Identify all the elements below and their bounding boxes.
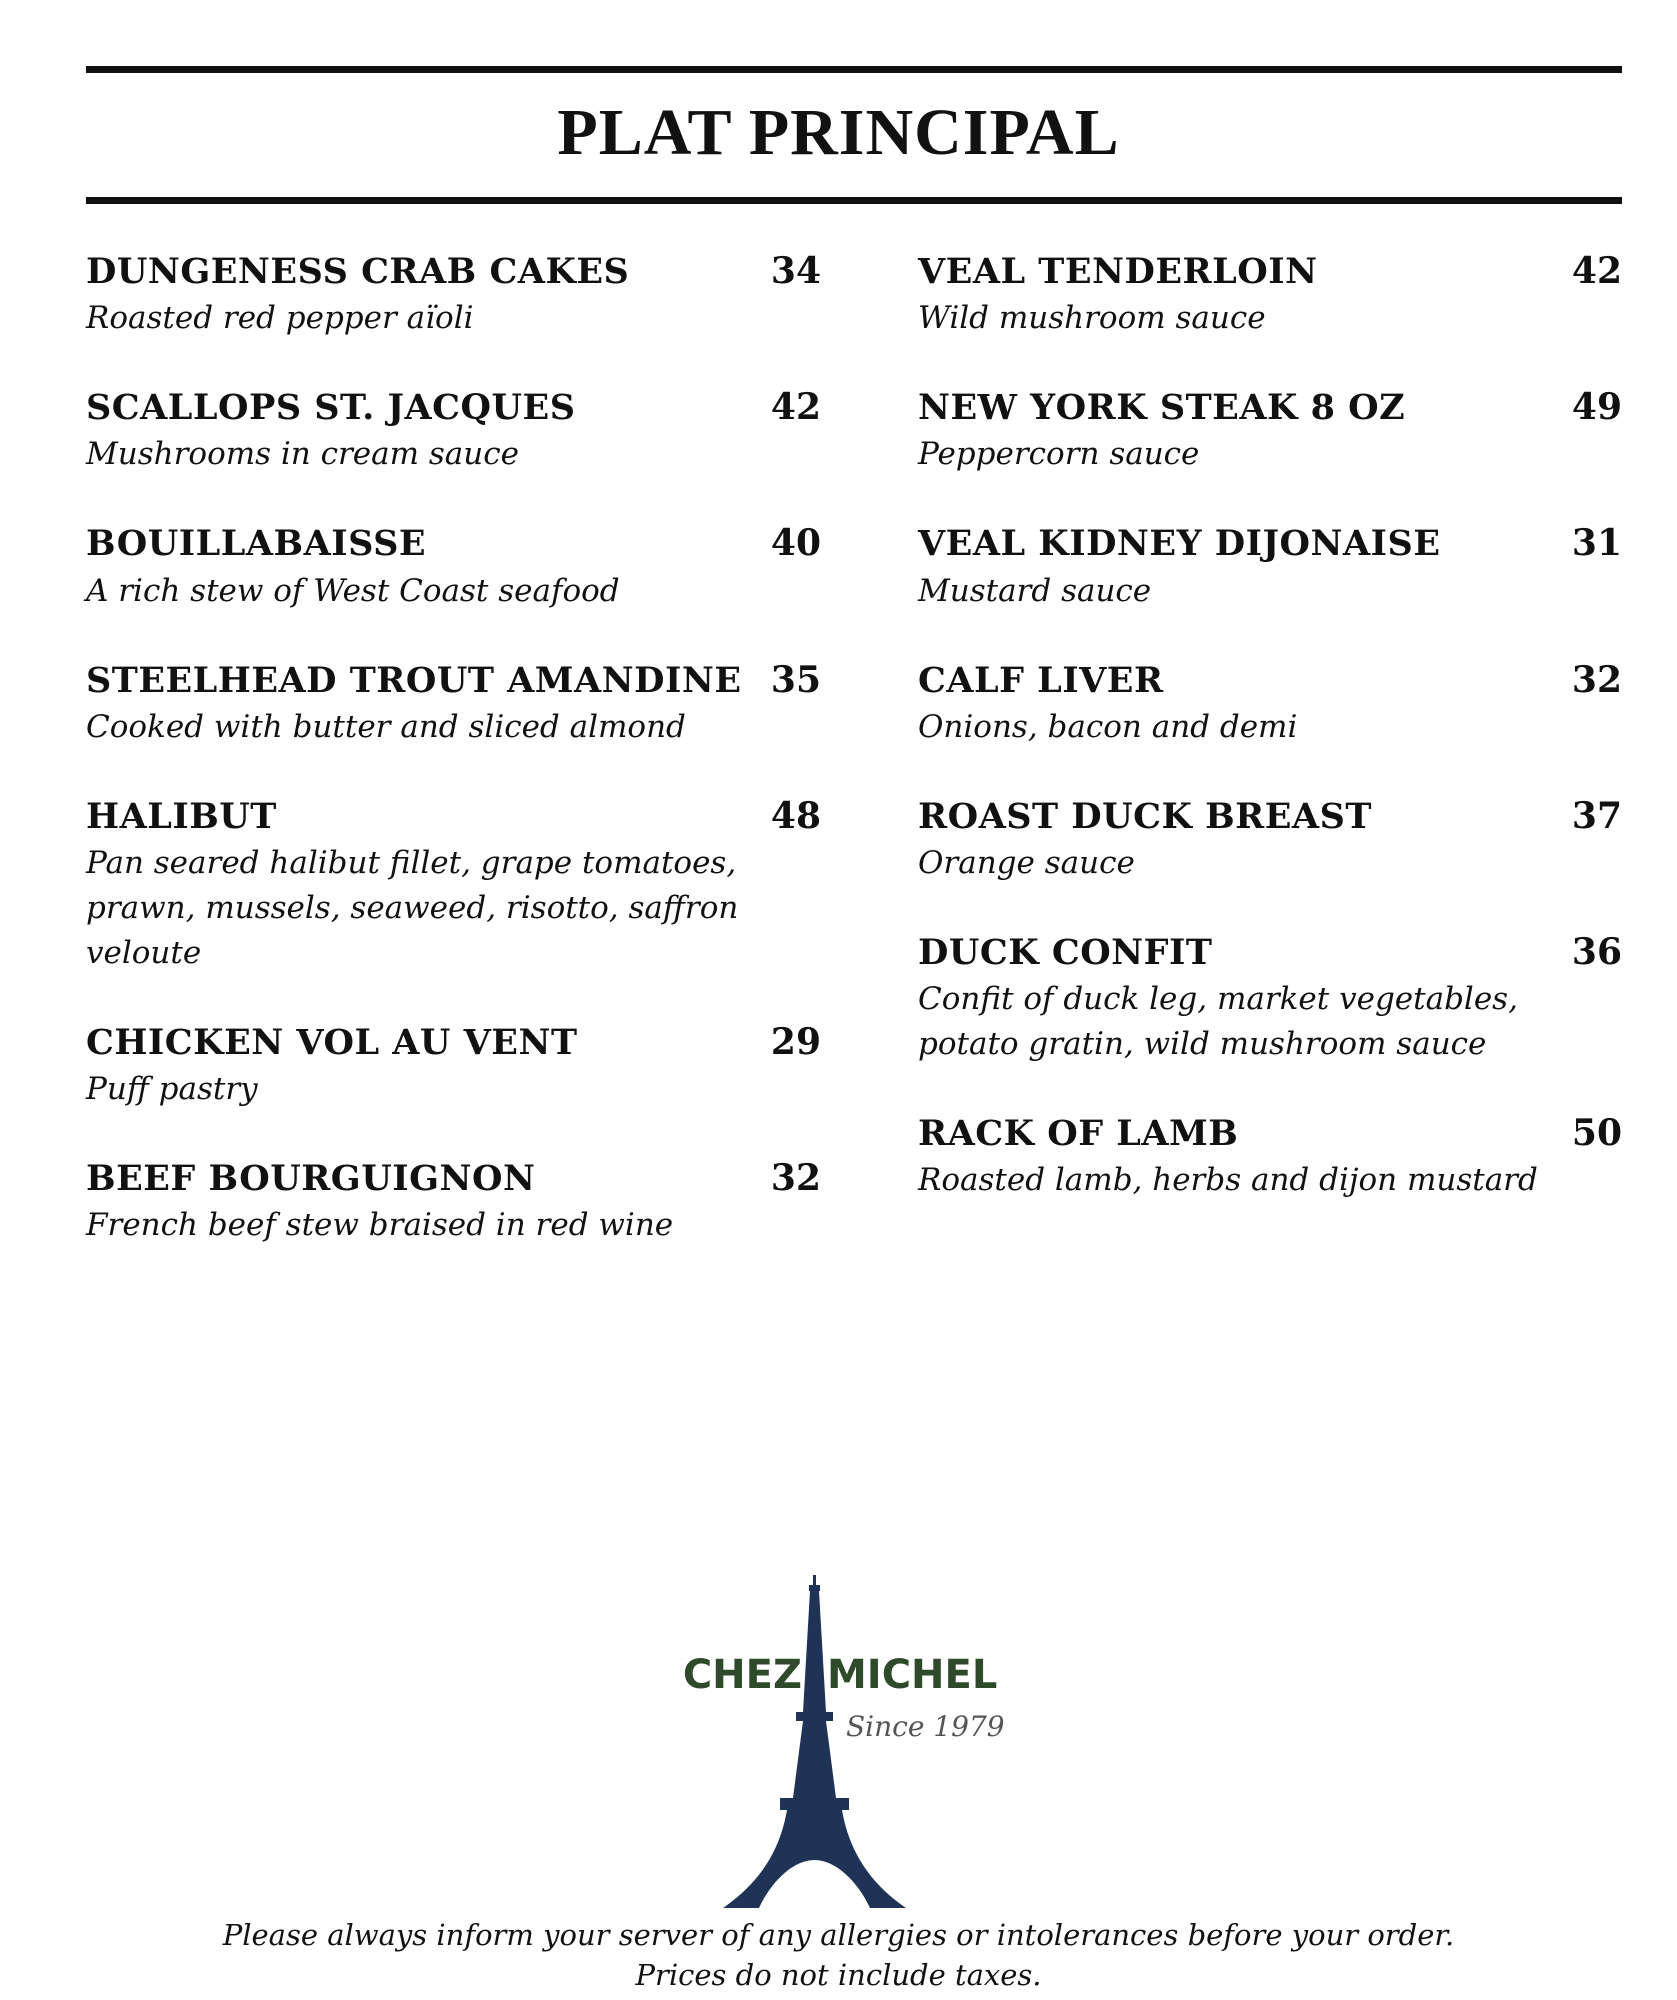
logo-brand-left: CHEZ <box>682 1652 802 1698</box>
item-description: Orange sauce <box>918 844 1135 881</box>
menu-item <box>86 386 821 477</box>
item-description: Roasted red pepper aïoli <box>86 300 474 337</box>
allergy-notice: Please always inform your server of any allergies or intolerances before your order. <box>222 1918 1455 1952</box>
menu-item <box>86 1157 821 1248</box>
tax-notice: Prices do not include taxes. <box>635 1958 1042 1992</box>
item-name: SCALLOPS ST. JACQUES <box>86 387 576 429</box>
footer-notice <box>0 1915 1677 1995</box>
item-description: Roasted lamb, herbs and dijon mustard <box>918 1162 1538 1199</box>
item-price: 37 <box>1571 794 1622 837</box>
item-name: ROAST DUCK BREAST <box>918 795 1372 837</box>
menu-item <box>86 659 821 750</box>
menu-item <box>86 250 821 341</box>
logo-brand-right: MICHEL <box>827 1652 998 1698</box>
menu-item <box>918 795 1622 886</box>
menu-item <box>918 1112 1622 1203</box>
item-price: 49 <box>1571 386 1622 429</box>
item-name: BOUILLABAISSE <box>86 523 427 565</box>
item-price: 31 <box>1571 522 1622 565</box>
item-name: CHICKEN VOL AU VENT <box>86 1021 578 1063</box>
menu-item <box>86 795 821 976</box>
item-description: Wild mushroom sauce <box>918 300 1266 337</box>
item-price: 50 <box>1571 1112 1622 1155</box>
item-description: Mustard sauce <box>918 572 1152 609</box>
item-price: 34 <box>770 250 821 292</box>
menu-item <box>918 386 1622 477</box>
menu-item <box>918 931 1622 1067</box>
item-price: 32 <box>1571 658 1622 701</box>
item-name: CALF LIVER <box>918 659 1164 701</box>
item-description: Pan seared halibut fillet, grape tomatoes, prawn, mussels, seaweed, risotto, saffron veloute <box>86 844 739 971</box>
item-description: Cooked with butter and sliced almond <box>86 708 686 745</box>
item-description: French beef stew braised in red wine <box>86 1207 674 1244</box>
chez-michel-logo <box>660 1570 1040 1915</box>
menu-item <box>918 522 1622 613</box>
item-price: 40 <box>770 522 821 565</box>
item-price: 32 <box>770 1157 821 1200</box>
menu-item <box>86 522 821 613</box>
item-name: VEAL KIDNEY DIJONAISE <box>918 523 1441 565</box>
menu-column-right <box>918 250 1622 1248</box>
item-name: STEELHEAD TROUT AMANDINE <box>86 659 742 701</box>
menu-column-left <box>86 250 821 1293</box>
menu-item <box>918 659 1622 750</box>
logo-tagline: Since 1979 <box>846 1710 1005 1743</box>
item-price: 48 <box>770 794 821 837</box>
item-description: Onions, bacon and demi <box>918 708 1298 745</box>
item-description: Confit of duck leg, market vegetables, potato gratin, wild mushroom sauce <box>918 981 1518 1063</box>
item-name: VEAL TENDERLOIN <box>918 251 1318 292</box>
menu-item <box>918 250 1622 341</box>
menu-item <box>86 1021 821 1112</box>
item-price: 42 <box>770 386 821 429</box>
item-price: 36 <box>1571 930 1622 973</box>
item-name: DUCK CONFIT <box>918 931 1213 973</box>
item-description: Puff pastry <box>86 1071 258 1108</box>
item-price: 35 <box>770 658 821 701</box>
item-description: A rich stew of West Coast seafood <box>86 572 620 609</box>
item-name: RACK OF LAMB <box>918 1113 1239 1155</box>
top-rule <box>86 66 1622 73</box>
bottom-rule <box>86 197 1622 204</box>
item-name: NEW YORK STEAK 8 OZ <box>918 387 1406 429</box>
item-description: Peppercorn sauce <box>918 436 1200 473</box>
item-name: BEEF BOURGUIGNON <box>86 1158 536 1200</box>
item-name: HALIBUT <box>86 795 277 837</box>
item-price: 29 <box>770 1020 821 1063</box>
item-description: Mushrooms in cream sauce <box>86 436 519 473</box>
item-price: 42 <box>1571 250 1622 292</box>
page-title: PLAT PRINCIPAL <box>557 96 1120 169</box>
eiffel-tower-icon <box>660 1570 1040 1915</box>
item-name: DUNGENESS CRAB CAKES <box>86 251 630 292</box>
